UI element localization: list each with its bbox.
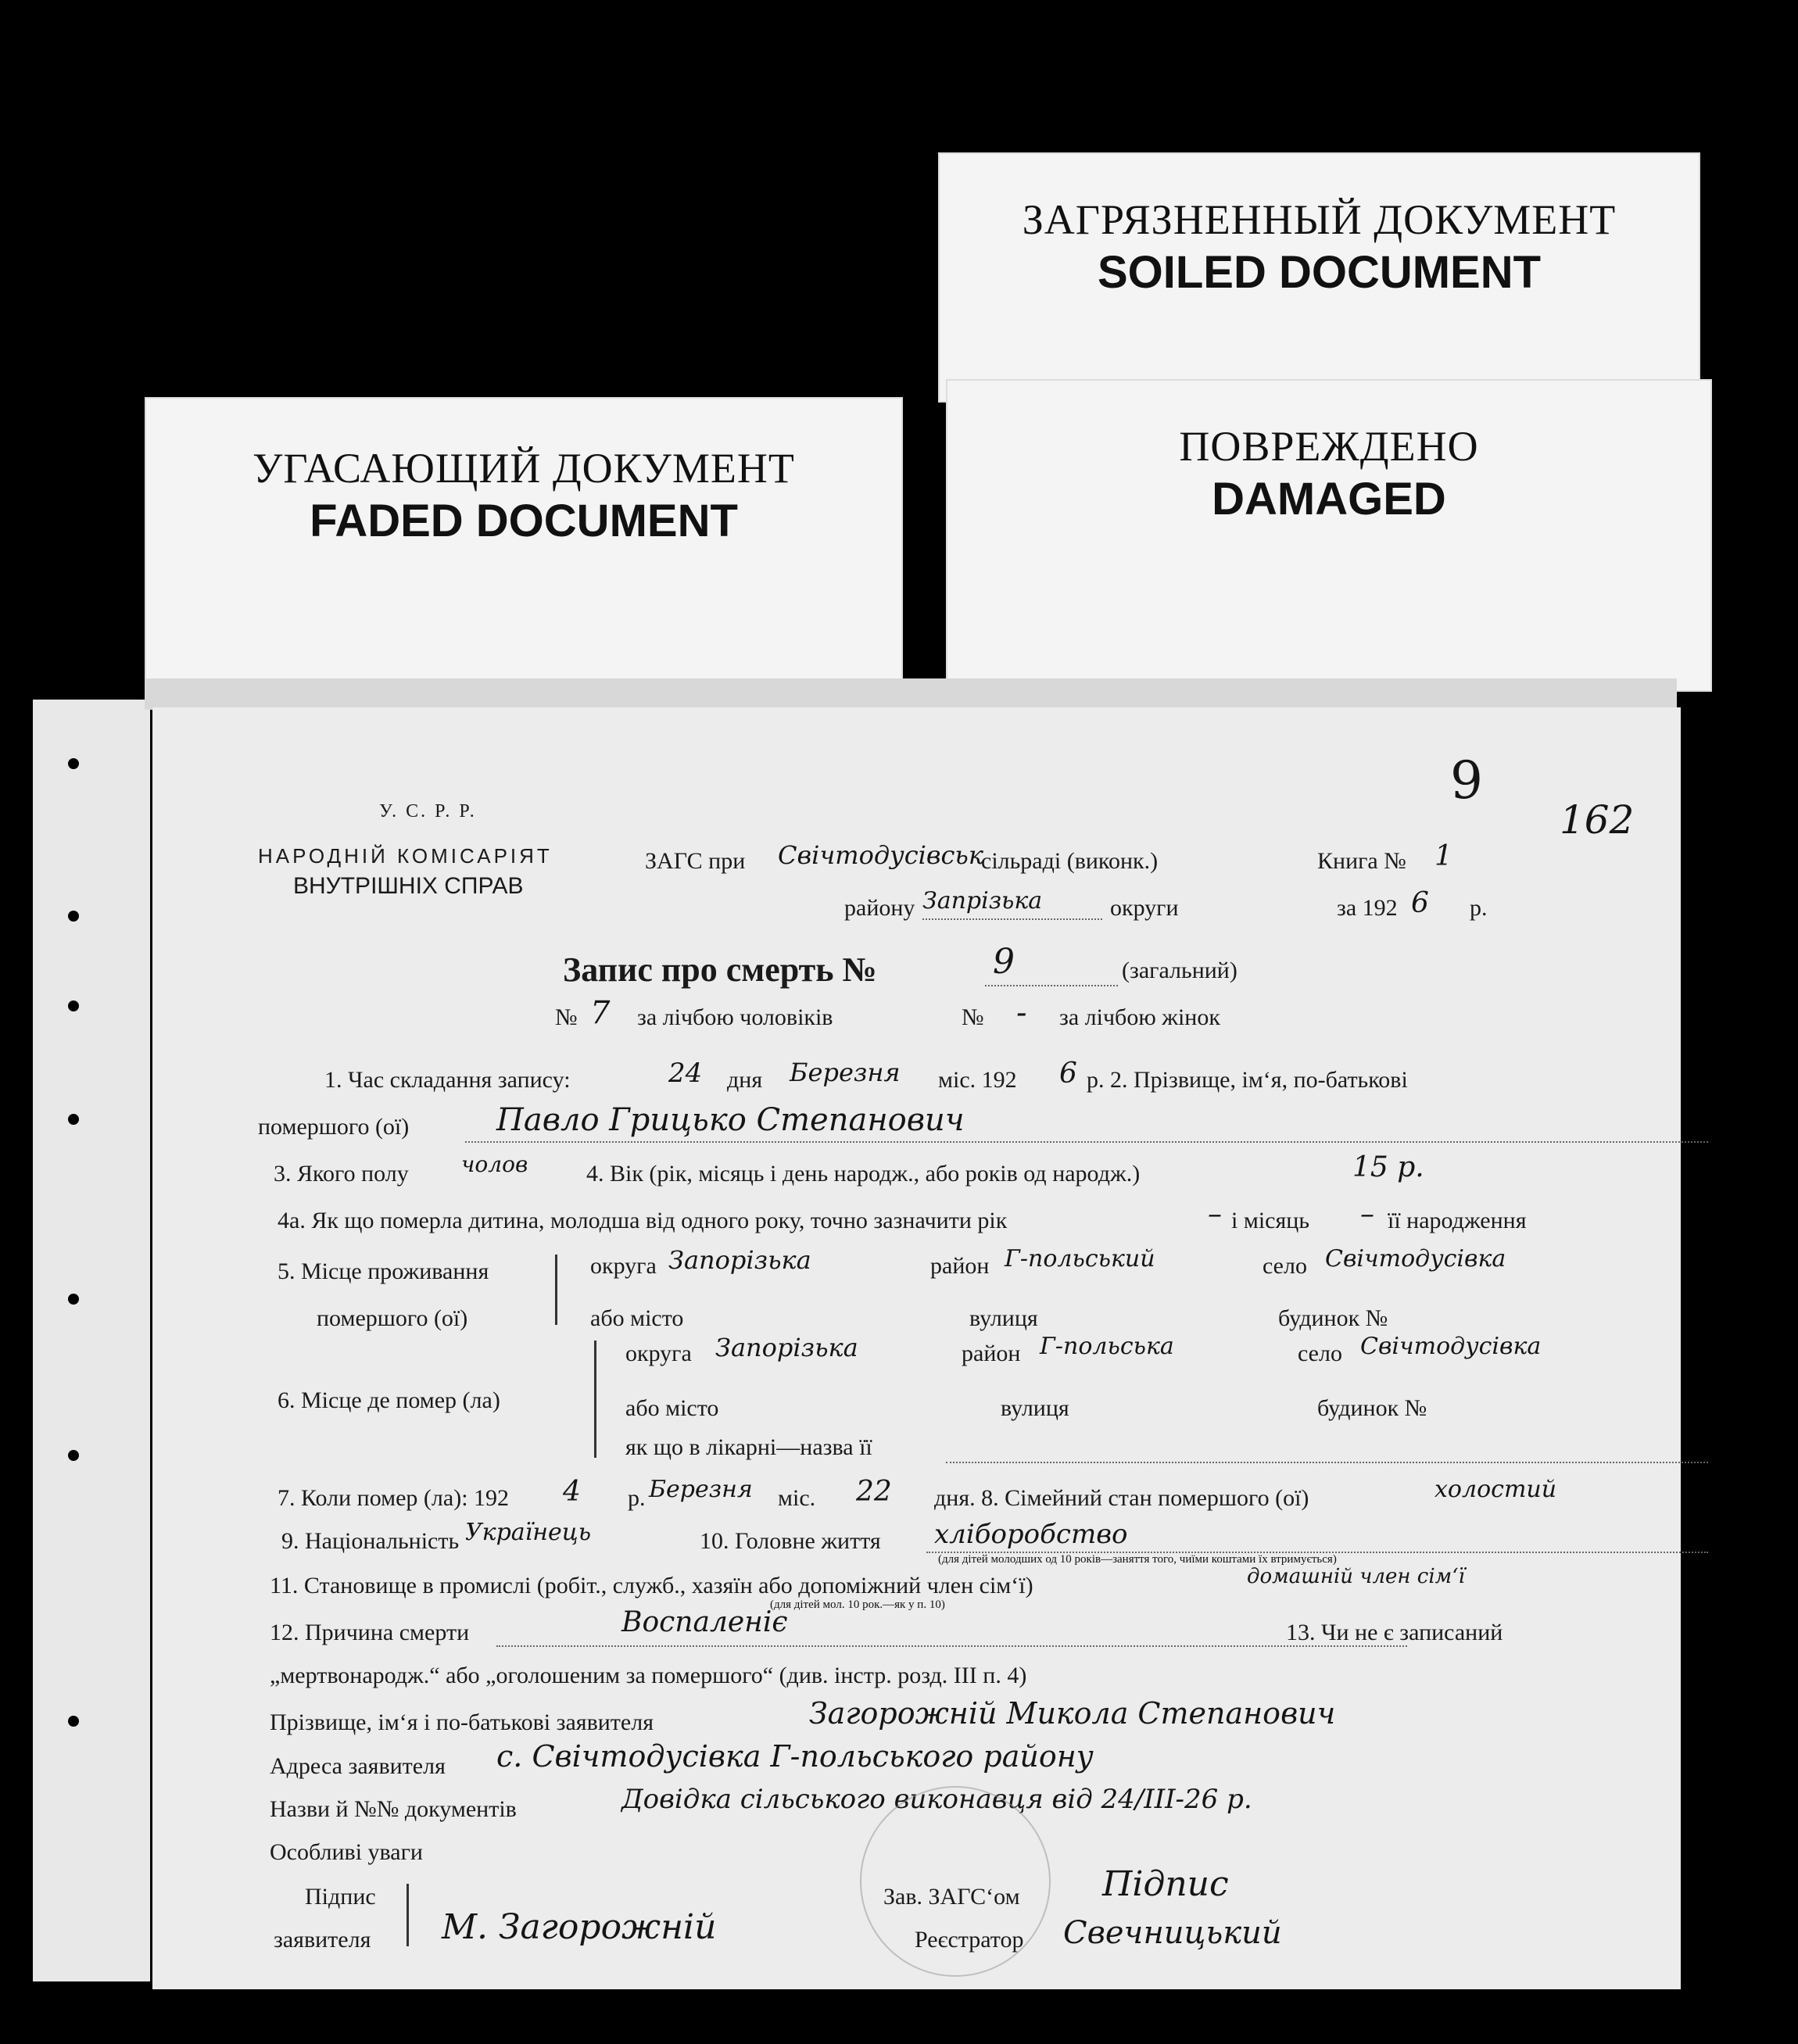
f6-selo: село	[1298, 1341, 1342, 1366]
f6-hospital-dots	[946, 1462, 1708, 1463]
punch-hole	[68, 1001, 79, 1011]
f9-value: Українець	[465, 1519, 592, 1546]
f2-value: Павло Грицько Степанович	[496, 1102, 965, 1138]
ministry-line2: ВНУТРІШНІХ СПРАВ	[293, 873, 524, 899]
f5-brace	[555, 1255, 557, 1325]
zags-label: ЗАГС при	[645, 848, 746, 874]
f5-label2: помершого (ої)	[317, 1305, 468, 1331]
notes-label: Особливі уваги	[270, 1839, 423, 1865]
women-prefix: №	[962, 1004, 984, 1030]
punch-hole	[68, 1716, 79, 1727]
book-label: Книга №	[1317, 848, 1406, 874]
soiled-label-en: SOILED DOCUMENT	[1097, 247, 1542, 298]
faded-label-ru: УГАСАЮЩИЙ ДОКУМЕНТ	[253, 445, 795, 492]
f5-raion: район	[930, 1253, 990, 1279]
f4-value: 15 р.	[1352, 1151, 1424, 1183]
record-number: 9	[993, 942, 1015, 982]
registrar-label: Реєстратор	[915, 1927, 1024, 1953]
paper-edge	[145, 678, 1677, 710]
f7-r: р.	[628, 1485, 646, 1511]
f4a-mid: і місяць	[1231, 1208, 1310, 1233]
soiled-label-ru: ЗАГРЯЗНЕННЫЙ ДОКУМЕНТ	[1022, 196, 1617, 243]
f4-label: 4. Вік (рік, місяць і день народж., або років од народж.)	[586, 1161, 1141, 1187]
f12-dots	[496, 1645, 1407, 1647]
damaged-label-ru: ПОВРЕЖДЕНО	[1179, 423, 1479, 470]
f7-month: Березня	[649, 1476, 753, 1503]
zags-value: Свічтодусівськ	[778, 840, 983, 870]
punch-hole	[68, 911, 79, 922]
f5-label1: 5. Місце проживання	[278, 1258, 489, 1284]
men-label: за лічбою чоловіків	[637, 1004, 833, 1030]
women-label: за лічбою жінок	[1059, 1004, 1220, 1030]
faded-label-en: FADED DOCUMENT	[310, 496, 738, 546]
corner-number: 162	[1560, 797, 1635, 843]
raion-value: Запрізька	[922, 887, 1043, 915]
women-number: -	[1016, 995, 1027, 1031]
f7-day: 22	[856, 1476, 892, 1508]
f1-day-label: дня	[727, 1067, 763, 1093]
okruga-label: округи	[1110, 895, 1179, 921]
f6-selo-value: Свічтодусівка	[1360, 1333, 1542, 1360]
damaged-label-en: DAMAGED	[1212, 474, 1446, 524]
f12-value: Воспаленіє	[621, 1606, 788, 1638]
f3-label: 3. Якого полу	[274, 1161, 409, 1187]
raion-dots	[922, 918, 1102, 920]
f6-okruga: округа	[625, 1341, 692, 1366]
f4a-label: 4а. Як що померла дитина, молодша від одного року, точно зазначити рік	[278, 1208, 1008, 1233]
year-suffix: р.	[1470, 895, 1488, 921]
f9-label: 9. Національність	[281, 1528, 460, 1554]
f8-value: холостий	[1434, 1476, 1557, 1503]
docs-label: Назви й №№ документів	[270, 1796, 517, 1822]
punch-hole	[68, 1450, 79, 1461]
damaged-document-card	[946, 379, 1712, 692]
head-label: Зав. ЗАГС‘ом	[883, 1884, 1020, 1910]
f5-raion-value: Г-польський	[1005, 1245, 1155, 1273]
page-number: 9	[1450, 750, 1483, 811]
record-title: Запис про смерть №	[563, 950, 877, 989]
punch-hole	[68, 1294, 79, 1305]
f6-brace	[594, 1341, 596, 1458]
book-value: 1	[1434, 840, 1452, 872]
year-value: 6	[1411, 887, 1429, 919]
f10-note: (для дітей молодших од 10 років—заняття того, чиїми коштами їх втримується)	[938, 1553, 1337, 1566]
f4a-value1: –	[1208, 1198, 1222, 1230]
f2-label: помершого (ої)	[258, 1114, 410, 1140]
binding-strip	[33, 700, 150, 1981]
official-stamp	[860, 1786, 1051, 1977]
f6-label: 6. Місце де помер (ла)	[278, 1387, 500, 1413]
faded-document-card	[145, 397, 903, 694]
docs-value: Довідка сільського виконавця від 24/III-26 р.	[621, 1784, 1252, 1815]
punch-hole	[68, 1114, 79, 1125]
f5-selo-value: Свічтодусівка	[1325, 1245, 1506, 1273]
f1-label: 1. Час складання запису:	[324, 1067, 571, 1093]
f10-label: 10. Головне життя	[700, 1528, 881, 1554]
f11-note: (для дітей мол. 10 рок.—як у п. 10)	[770, 1598, 945, 1611]
f1-day: 24	[668, 1058, 703, 1089]
f7-year: 4	[563, 1476, 581, 1508]
sign-label1: Підпис	[305, 1884, 376, 1910]
f7-label: 7. Коли помер (ла): 192	[278, 1485, 510, 1511]
f4a-tail: її народження	[1388, 1208, 1527, 1233]
f5-okruga: округа	[590, 1253, 657, 1279]
head-signature: Підпис	[1102, 1864, 1229, 1904]
f1-year-label: міс. 192	[938, 1067, 1017, 1093]
record-title-suffix: (загальний)	[1122, 958, 1237, 983]
sign-label2: заявителя	[274, 1927, 371, 1953]
f5-vul: вулиця	[969, 1305, 1038, 1331]
punch-hole	[68, 758, 79, 769]
f7-tail: дня. 8. Сімейний стан помершого (ої)	[934, 1485, 1309, 1511]
men-number: 7	[590, 995, 611, 1031]
f6-misto: або місто	[625, 1395, 719, 1421]
f2-dots	[465, 1141, 1708, 1143]
f6-raion-value: Г-польська	[1040, 1333, 1174, 1360]
applicant-signature: М. Загорожній	[442, 1907, 717, 1947]
year-label: за 192	[1337, 895, 1398, 921]
men-prefix: №	[555, 1004, 578, 1030]
record-number-dots	[985, 985, 1118, 986]
ministry-line1: НАРОДНІЙ КОМІСАРІЯТ	[258, 844, 553, 868]
f11-label: 11. Становище в промислі (робіт., служб., хазяїн або допоміжний член сім‘ї)	[270, 1573, 1033, 1598]
sign-brace	[407, 1884, 409, 1946]
f13-line2: „мертвонародж.“ або „оголошеним за помершого“ (див. інстр. розд. III п. 4)	[270, 1663, 1027, 1688]
f11-value: домашній член сім‘ї	[1247, 1565, 1465, 1588]
f5-misto: або місто	[590, 1305, 684, 1331]
f1-year: 6	[1059, 1058, 1077, 1090]
f5-okruga-value: Запорізька	[668, 1245, 811, 1275]
applicant-value: Загорожній Микола Степанович	[809, 1696, 1336, 1731]
f6-raion: район	[962, 1341, 1021, 1366]
council-label: сільраді (виконк.)	[981, 848, 1159, 874]
f6-hospital: як що в лікарні—назва її	[625, 1434, 872, 1460]
soiled-document-card	[938, 152, 1700, 403]
f1-tail: р. 2. Прізвище, ім‘я, по-батькові	[1087, 1067, 1408, 1093]
f6-okruga-value: Запорізька	[715, 1333, 858, 1362]
f5-selo: село	[1263, 1253, 1307, 1279]
raion-label: району	[844, 895, 915, 921]
f10-value: хліборобство	[934, 1519, 1128, 1550]
f13-label: 13. Чи не є записаний	[1286, 1620, 1503, 1645]
f4a-value2: –	[1360, 1198, 1374, 1230]
f6-vul: вулиця	[1001, 1395, 1069, 1421]
address-label: Адреса заявителя	[270, 1753, 446, 1779]
registrar-signature: Свечницький	[1063, 1915, 1282, 1951]
f12-label: 12. Причина смерти	[270, 1620, 470, 1645]
f1-month: Березня	[790, 1058, 901, 1087]
f6-bud: будинок №	[1317, 1395, 1427, 1421]
f5-bud: будинок №	[1278, 1305, 1388, 1331]
f7-mis: міс.	[778, 1485, 816, 1511]
applicant-label: Прізвище, ім‘я і по-батькові заявителя	[270, 1709, 654, 1735]
republic-label: У. С. Р. Р.	[379, 801, 477, 822]
f3-value: чолов	[461, 1151, 528, 1177]
address-value: с. Свічтодусівка Г-польського району	[496, 1739, 1094, 1774]
